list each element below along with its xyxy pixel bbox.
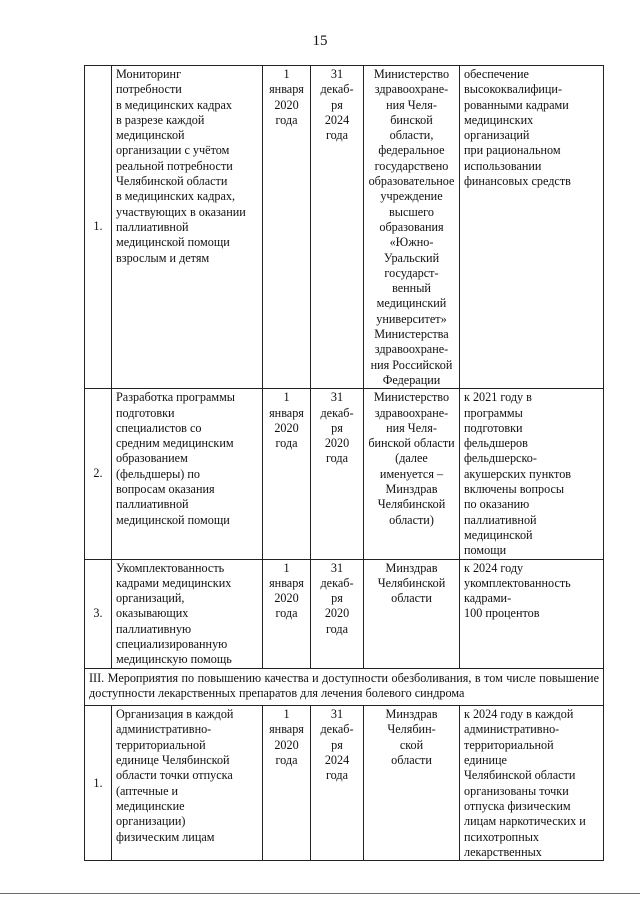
end-date-line: 2020	[324, 436, 350, 451]
end-date-line: года	[325, 768, 349, 783]
responsible-party-line: государст-	[384, 265, 439, 280]
end-date-line: декаб-	[320, 82, 354, 97]
responsible-party-line: Федерации	[382, 372, 441, 387]
expected-result	[460, 389, 604, 559]
table-row	[85, 66, 604, 389]
start-date-line: января	[269, 405, 304, 420]
measures-rows-b	[85, 706, 604, 861]
measure-description-line: участвующих в оказании	[116, 204, 246, 219]
expected-result-line: при рациональном	[464, 143, 561, 158]
measure-description-line: потребности	[116, 82, 182, 97]
end-date-line: ря	[331, 420, 343, 435]
end-date	[311, 706, 364, 861]
expected-result-line: медицинских	[464, 112, 534, 127]
expected-result-line: к 2021 году в	[464, 390, 532, 405]
table-row	[85, 706, 604, 861]
measure-description-line: паллиативной	[116, 497, 189, 512]
responsible-party-line: Челябинской	[377, 575, 446, 590]
responsible-party	[364, 389, 460, 559]
row-number: 2.	[85, 389, 112, 559]
measure-description	[112, 66, 263, 389]
expected-result	[460, 706, 604, 861]
responsible-party-line: именуется –	[379, 466, 444, 481]
start-date-line: 2020	[274, 97, 299, 112]
measure-description-line: паллиативной	[116, 219, 189, 234]
page-bottom-rule	[0, 893, 640, 894]
expected-result-line: отпуска физическим	[464, 798, 571, 813]
end-date-line: ря	[331, 97, 343, 112]
measure-description-line: в разрезе каждой	[116, 112, 205, 127]
end-date-line: ря	[331, 591, 343, 606]
measure-description-line: медицинской помощи	[116, 235, 230, 250]
measure-description-line: области точки отпуска	[116, 768, 233, 783]
measure-description-line: организации)	[116, 814, 186, 829]
responsible-party	[364, 706, 460, 861]
expected-result	[460, 559, 604, 668]
measure-description-line: медицинской помощи	[116, 512, 230, 527]
start-date	[263, 706, 311, 861]
measure-description-line: физическим лицам	[116, 829, 215, 844]
start-date-line: 1	[283, 707, 290, 722]
measure-description-line: (аптечные и	[116, 783, 179, 798]
measure-description-line: (фельдшеры) по	[116, 466, 201, 481]
measure-description-line: медицинскую помощь	[116, 652, 232, 667]
responsible-party-line: федеральное	[378, 143, 445, 158]
start-date-line: 2020	[274, 591, 299, 606]
measure-description-line: вопросам оказания	[116, 482, 215, 497]
responsible-party-line: Минздрав	[385, 482, 438, 497]
row-number: 1.	[85, 706, 112, 861]
expected-result-line: психотропных	[464, 829, 540, 844]
measure-description-line: в медицинских кадрах,	[116, 189, 236, 204]
end-date-line: 31	[330, 707, 344, 722]
expected-result-line: организованы точки	[464, 783, 569, 798]
expected-result-line: помощи	[464, 543, 507, 558]
responsible-party-line: области	[391, 753, 432, 768]
start-date-line: 1	[283, 390, 290, 405]
start-date	[263, 66, 311, 389]
measure-description-line: подготовки	[116, 405, 175, 420]
expected-result-line: административно-	[464, 722, 560, 737]
expected-result-line: к 2024 году в каждой	[464, 707, 574, 722]
expected-result-line: финансовых средств	[464, 174, 571, 189]
expected-result-line: организаций	[464, 128, 530, 143]
measure-description-line: специалистов со	[116, 420, 202, 435]
measure-description-line: паллиативную	[116, 621, 192, 636]
expected-result-line: включены вопросы	[464, 482, 565, 497]
end-date-line: 2020	[324, 606, 350, 621]
start-date-line: года	[275, 753, 298, 768]
responsible-party-line: Министерства	[374, 327, 449, 342]
measures-rows-a	[85, 66, 604, 669]
start-date-line: января	[269, 722, 304, 737]
measure-description-line: Челябинской области	[116, 174, 228, 189]
start-date	[263, 559, 311, 668]
responsible-party-line: университет»	[376, 311, 447, 326]
section-heading: III. Мероприятия по повышению качества и доступности обезболивания, в том числе повышение доступности лекарственных препаратов для лечения болевого синдрома	[85, 668, 604, 706]
start-date-line: года	[275, 436, 298, 451]
expected-result-line: рованными кадрами	[464, 97, 569, 112]
responsible-party-line: ской	[399, 737, 424, 752]
table-row	[85, 389, 604, 559]
measure-description-line: Укомплектованность	[116, 560, 225, 575]
responsible-party	[364, 66, 460, 389]
start-date-line: 2020	[274, 737, 299, 752]
start-date	[263, 389, 311, 559]
start-date-line: января	[269, 575, 304, 590]
expected-result-line: фельдшерско-	[464, 451, 537, 466]
responsible-party-line: Министерство	[373, 390, 450, 405]
measure-description-line: административно-	[116, 722, 212, 737]
expected-result-line: к 2024 году	[464, 560, 524, 575]
responsible-party-line: области,	[389, 128, 434, 143]
end-date-line: года	[325, 621, 349, 636]
expected-result-line: по оказанию	[464, 497, 530, 512]
end-date-line: 31	[330, 560, 344, 575]
responsible-party-line: образовательное	[368, 174, 455, 189]
responsible-party-line: здравоохране-	[374, 342, 449, 357]
responsible-party-line: области	[391, 591, 432, 606]
end-date-line: 31	[330, 67, 344, 81]
responsible-party-line: здравоохране-	[374, 405, 449, 420]
end-date-line: 2024	[324, 112, 350, 127]
responsible-party-line: Уральский	[383, 250, 440, 265]
expected-result-line: обеспечение	[464, 67, 529, 81]
end-date-line: декаб-	[320, 722, 354, 737]
expected-result-line: программы	[464, 405, 523, 420]
measure-description-line: медицинской	[116, 128, 185, 143]
expected-result-line: территориальной единице	[464, 737, 554, 768]
measure-description-line: медицинские	[116, 798, 185, 813]
expected-result-line: кадрами-	[464, 591, 512, 606]
end-date	[311, 66, 364, 389]
responsible-party-line: ния Челя-	[386, 97, 437, 112]
measure-description-line: оказывающих	[116, 606, 189, 621]
end-date	[311, 389, 364, 559]
start-date-line: 2020	[274, 420, 299, 435]
measure-description-line: Разработка программы	[116, 390, 235, 405]
expected-result	[460, 66, 604, 389]
responsible-party-line: Челябин-	[387, 722, 436, 737]
responsible-party-line: венный	[392, 281, 431, 296]
start-date-line: 1	[283, 67, 290, 81]
responsible-party-line: здравоохране-	[374, 82, 449, 97]
expected-result-line: лицам наркотических и	[464, 814, 586, 829]
responsible-party-line: государствено	[374, 158, 449, 173]
expected-result-line: фельдшеров	[464, 436, 528, 451]
responsible-party-line: Челябинской	[377, 497, 446, 512]
expected-result-line: лекарственных	[464, 844, 542, 859]
responsible-party-line: Минздрав	[385, 707, 438, 722]
end-date-line: декаб-	[320, 405, 354, 420]
responsible-party-line: Минздрав	[385, 560, 438, 575]
measure-description-line: территориальной	[116, 737, 206, 752]
measure-description-line: средним медицинским	[116, 436, 234, 451]
responsible-party-line: образования	[379, 219, 444, 234]
measures-table	[84, 65, 604, 861]
responsible-party-line: медицинский	[376, 296, 447, 311]
start-date-line: 1	[283, 560, 290, 575]
responsible-party-line: «Южно-	[389, 235, 434, 250]
measure-description-line: взрослым и детям	[116, 250, 210, 265]
measure-description-line: Организация в каждой	[116, 707, 234, 722]
responsible-party-line: учреждение	[380, 189, 443, 204]
responsible-party-line: бинской	[390, 112, 433, 127]
expected-result-line: использовании	[464, 158, 542, 173]
measure-description-line: кадрами медицинских	[116, 575, 232, 590]
end-date-line: года	[325, 128, 349, 143]
expected-result-line: медицинской	[464, 527, 533, 542]
start-date-line: января	[269, 82, 304, 97]
measure-description-line: организаций,	[116, 591, 185, 606]
responsible-party	[364, 559, 460, 668]
section-row	[85, 668, 604, 706]
measure-description-line: организации с учётом	[116, 143, 230, 158]
expected-result-line: подготовки	[464, 420, 523, 435]
expected-result-line: 100 процентов	[464, 606, 540, 621]
row-number: 3.	[85, 559, 112, 668]
measure-description	[112, 559, 263, 668]
end-date	[311, 559, 364, 668]
measure-description-line: в медицинских кадрах	[116, 97, 232, 112]
expected-result-line: акушерских пунктов	[464, 466, 572, 481]
measure-description-line: единице Челябинской	[116, 753, 230, 768]
end-date-line: 31	[330, 390, 344, 405]
responsible-party-line: высшего	[389, 204, 434, 219]
expected-result-line: Челябинской области	[464, 768, 576, 783]
start-date-line: года	[275, 606, 298, 621]
responsible-party-line: Министерство	[373, 67, 450, 81]
measure-description	[112, 389, 263, 559]
measure-description	[112, 706, 263, 861]
measure-description-line: реальной потребности	[116, 158, 233, 173]
measure-description-line: образованием	[116, 451, 188, 466]
end-date-line: ря	[331, 737, 343, 752]
expected-result-line: паллиативной	[464, 512, 537, 527]
responsible-party-line: бинской области	[368, 436, 455, 451]
expected-result-line: укомплектованность	[464, 575, 571, 590]
responsible-party-line: области)	[389, 512, 434, 527]
expected-result-line: высококвалифици-	[464, 82, 562, 97]
page-number: 15	[312, 33, 328, 49]
responsible-party-line: (далее	[395, 451, 428, 466]
end-date-line: 2024	[324, 753, 350, 768]
end-date-line: года	[325, 451, 349, 466]
responsible-party-line: ния Челя-	[386, 420, 437, 435]
measure-description-line: Мониторинг	[116, 67, 182, 81]
end-date-line: декаб-	[320, 575, 354, 590]
table-row	[85, 559, 604, 668]
measure-description-line: специализированную	[116, 636, 228, 651]
start-date-line: года	[275, 112, 298, 127]
row-number: 1.	[85, 66, 112, 389]
responsible-party-line: ния Российской	[370, 357, 453, 372]
